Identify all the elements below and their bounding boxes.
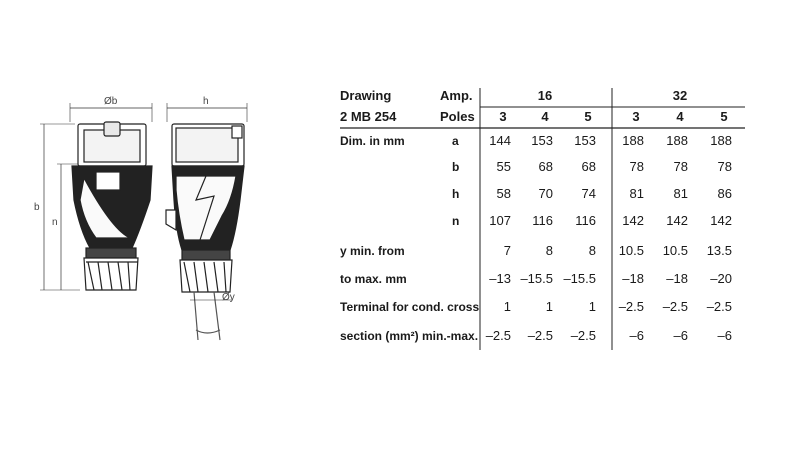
table-cell: 1 [588,299,596,314]
table-cell: 78 [629,159,644,174]
table-row [340,299,732,314]
amp-group-32: 32 [672,88,688,103]
table-row [340,328,732,343]
table-cell: 7 [503,243,511,258]
table-cell: –6 [629,328,644,343]
row-key: h [452,187,460,201]
table-cell: 116 [532,213,553,228]
table-cell: 68 [538,159,553,174]
table-cell: –18 [622,271,644,286]
table-cell: 55 [496,159,511,174]
table-cell: –2.5 [706,299,732,314]
dim-label-ob: Øb [104,96,118,107]
table-row [452,186,732,201]
row-key: a [452,134,459,148]
poles-row [499,109,727,124]
table-row [452,213,732,228]
row-label: Dim. in mm [340,134,405,148]
table-cell: 142 [666,213,688,228]
table-cell: –20 [710,271,732,286]
table-cell: –6 [717,328,732,343]
table-row [340,243,732,258]
row-label: to max. mm [340,272,407,286]
row-key: n [452,214,460,228]
table-cell: –2.5 [570,328,596,343]
table-cell: –2.5 [485,328,511,343]
poles-cell: 5 [584,109,592,124]
table-row [452,159,732,174]
row-label: y min. from [340,244,405,258]
table-cell: 1 [545,299,553,314]
poles-cell: 4 [676,109,684,124]
table-cell: 144 [489,133,511,148]
table-cell: 1 [503,299,511,314]
table-cell: 188 [666,133,688,148]
table-cell: 78 [673,159,688,174]
table-cell: 142 [622,213,644,228]
row-label: Terminal for cond. cross [340,300,480,314]
article-number: 2 MB 254 [340,109,397,124]
table-cell: 10.5 [662,243,688,258]
table-cell: 188 [710,133,732,148]
table-cell: 142 [710,213,732,228]
table-cell: 74 [581,186,596,201]
table-cell: 10.5 [618,243,644,258]
amp-label: Amp. [440,88,473,103]
table-cell: 8 [588,243,596,258]
table-cell: –15.5 [520,271,553,286]
table-cell: 153 [531,133,553,148]
amp-group-16: 16 [537,88,553,103]
poles-cell: 3 [499,109,507,124]
drawing-label: Drawing [340,88,392,103]
table-cell: –15.5 [563,271,596,286]
table-cell: –2.5 [527,328,553,343]
dim-label-b: b [34,202,40,213]
table-cell: 8 [545,243,553,258]
table-cell: 153 [574,133,596,148]
table-cell: 13.5 [706,243,732,258]
table-cell: 68 [581,159,596,174]
table-cell: 81 [673,186,688,201]
dim-label-n: n [52,217,58,228]
table-cell: –13 [489,271,511,286]
table-body [340,133,732,343]
table-cell: 107 [489,213,511,228]
poles-cell: 3 [632,109,640,124]
poles-label: Poles [440,109,475,124]
poles-cell: 4 [541,109,549,124]
table-cell: 116 [575,213,596,228]
table-row [340,133,732,148]
table-cell: –2.5 [662,299,688,314]
dim-label-oy: Øy [222,292,235,303]
row-label: section (mm²) min.-max. [340,329,479,343]
table-cell: 70 [538,186,553,201]
poles-cell: 5 [720,109,728,124]
table-cell: 58 [496,186,511,201]
row-key: b [452,160,460,174]
table-cell: 81 [629,186,644,201]
table-row [340,271,732,286]
table-cell: –2.5 [618,299,644,314]
dim-label-h: h [203,96,209,107]
table-cell: –18 [666,271,688,286]
table-cell: –6 [673,328,688,343]
table-cell: 188 [622,133,644,148]
table-cell: 78 [717,159,732,174]
table-cell: 86 [717,186,732,201]
